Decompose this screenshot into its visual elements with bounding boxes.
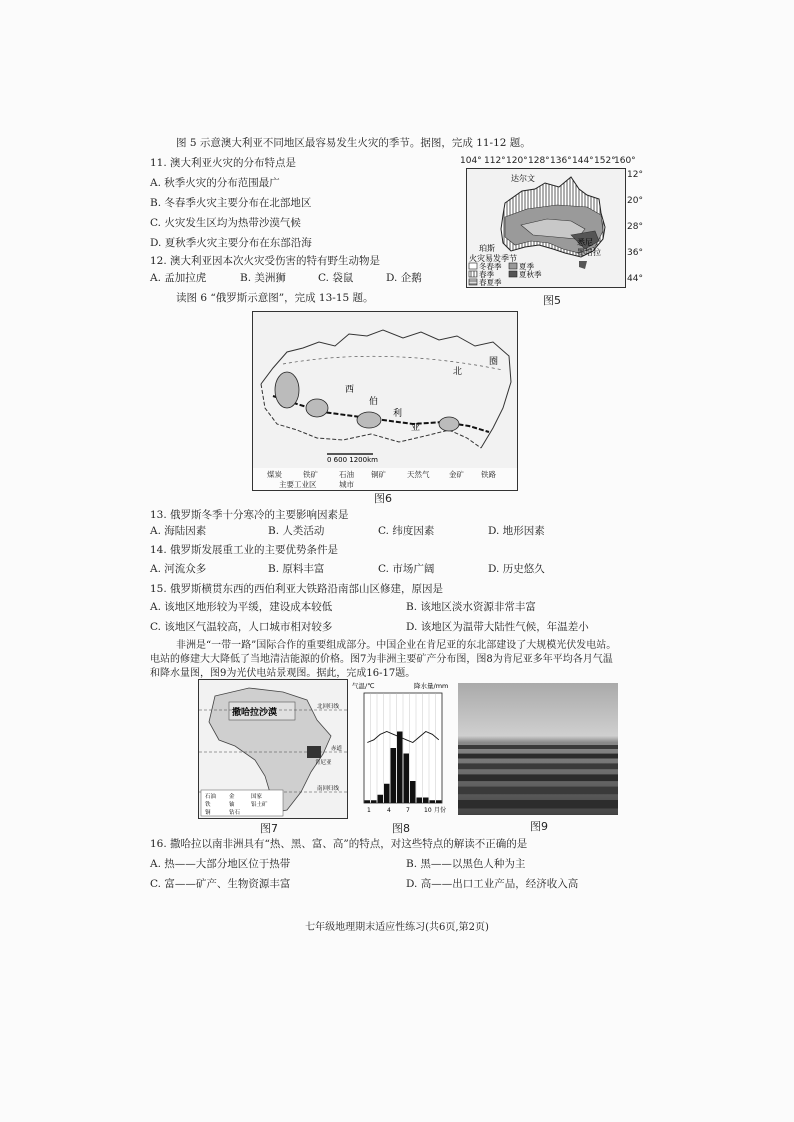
fig8-xtick-0: 1 [367, 807, 371, 814]
q12-option-c[interactable]: C. 袋鼠 [318, 272, 354, 284]
q15-option-c[interactable]: C. 该地区气温较高，人口城市相对较多 [150, 621, 333, 633]
fig7-tropic-n: 北回归线 [317, 704, 340, 710]
fig5-legend-0: 冬春季 [479, 262, 502, 271]
fig7-legend-7: 钻石 [229, 810, 241, 816]
fig5-sydney2-label: 墨培拉 [577, 248, 601, 257]
q14-stem: 14. 俄罗斯发展重工业的主要优势条件是 [150, 544, 339, 556]
fig8-xtick-2: 7 [406, 807, 410, 814]
fig6-legend-4: 天然气 [407, 470, 430, 479]
fig7-legend-4: 铀 [229, 802, 235, 808]
fig8-xtick-4: 月份 [434, 807, 447, 814]
precipitation-bar [404, 754, 410, 804]
fig7-legend-3: 铁 [205, 802, 211, 808]
q11-option-a[interactable]: A. 秋季火灾的分布范围最广 [150, 177, 280, 189]
fig5-legend-4: 春夏季 [479, 278, 502, 287]
fig5-legend-2: 春季 [479, 270, 494, 279]
australia-map [467, 169, 625, 287]
fig6-label-bo: 伯 [369, 397, 379, 407]
fig6-legend-2: 石油 [339, 470, 354, 479]
precipitation-bar [430, 800, 436, 803]
fig7-legend-6: 铜 [205, 810, 211, 816]
q16-option-d[interactable]: D. 高——出口工业产品，经济收入高 [406, 878, 579, 890]
q13-stem: 13. 俄罗斯冬季十分寒冷的主要影响因素是 [150, 509, 349, 521]
kenya-highlight [307, 746, 321, 758]
q11-option-d[interactable]: D. 夏秋季火灾主要分布在东部沿海 [150, 237, 312, 249]
fig5-lon-6: 152° [594, 156, 616, 166]
precipitation-bar [371, 800, 377, 803]
fig8-caption: 图8 [392, 822, 410, 835]
solar-panel-row [458, 800, 618, 809]
arctic-circle [283, 356, 503, 370]
intro-africa-line1: 非洲是“一带一路”国际合作的重要组成部分。中国企业在肯尼亚的东北部建设了大规模光伏发电站。 [176, 640, 617, 651]
fig5-legend-1: 夏季 [519, 262, 534, 271]
tasmania [579, 261, 587, 269]
q13-option-d[interactable]: D. 地形因素 [488, 525, 545, 537]
q15-option-a[interactable]: A. 该地区地形较为平缓，建设成本较低 [150, 601, 333, 613]
fig5-lat-1: 20° [627, 196, 643, 206]
fig8-xtick-1: 4 [387, 807, 391, 814]
precipitation-bar [417, 798, 423, 804]
industrial-zone-3 [357, 412, 381, 428]
precipitation-bar [391, 748, 397, 803]
fig6-legend [252, 468, 518, 491]
fig6-legend-3: 铜矿 [371, 470, 386, 479]
fig5-sydney-label: 悉尼 [577, 238, 593, 247]
fig8-ylabel-right: 降水量/mm [414, 682, 449, 690]
page-footer: 七年级地理期末适应性练习(共6页,第2页) [305, 922, 489, 933]
intro-africa-line2: 电站的修建大大降低了当地清洁能源的价格。图7为非洲主要矿产分布图，图8为肯尼亚多年平均各月气温 [150, 654, 613, 665]
q11-option-c[interactable]: C. 火灾发生区均为热带沙漠气候 [150, 217, 301, 229]
q15-option-b[interactable]: B. 该地区淡水资源非常丰富 [406, 601, 536, 613]
fig7-legend-2: 国家 [251, 794, 263, 800]
fig6-legend-8: 城市 [339, 480, 354, 489]
fig5-darwin-label: 达尔文 [511, 174, 535, 183]
fig7-kenya: 肯尼亚 [315, 760, 332, 766]
q12-option-a[interactable]: A. 孟加拉虎 [150, 272, 207, 284]
fig7-caption: 图7 [260, 822, 278, 835]
q16-option-a[interactable]: A. 热——大部分地区位于热带 [150, 858, 291, 870]
fig6-scale: 0 600 1200km [327, 456, 378, 464]
fig5-lon-2: 120° [506, 156, 528, 166]
q14-option-c[interactable]: C. 市场广阔 [378, 563, 435, 575]
fig5-lon-5: 144° [572, 156, 594, 166]
fig6-legend-6: 铁路 [481, 470, 496, 479]
q13-option-a[interactable]: A. 海陆因素 [150, 525, 207, 537]
fig5-lat-0: 12° [627, 170, 643, 180]
q15-option-d[interactable]: D. 该地区为温带大陆性气候，年温差小 [406, 621, 589, 633]
figure-7-map [198, 679, 348, 819]
fig5-legend-3: 夏秋季 [519, 270, 542, 279]
precipitation-bar [397, 732, 403, 804]
fig5-lat-2: 28° [627, 222, 643, 232]
fig5-lon-4: 136° [550, 156, 572, 166]
q16-option-b[interactable]: B. 黑——以黑色人种为主 [406, 858, 526, 870]
industrial-zone-2 [306, 399, 328, 417]
fig5-lon-7: 160° [614, 156, 636, 166]
q12-option-d[interactable]: D. 企鹅 [386, 272, 422, 284]
fig6-legend-0: 煤炭 [267, 470, 282, 479]
fig6-label-quan: 圈 [489, 357, 499, 367]
figure-8-chart [350, 679, 456, 817]
fig5-lon-3: 128° [528, 156, 550, 166]
q14-option-b[interactable]: B. 原料丰富 [268, 563, 325, 575]
fig6-label-ya: 亚 [411, 423, 421, 433]
intro-fig5: 图 5 示意澳大利亚不同地区最容易发生火灾的季节。据图，完成 11-12 题。 [176, 137, 531, 149]
fig7-legend-1: 金 [229, 794, 235, 800]
climate-chart [350, 679, 456, 817]
fig5-lon-1: 112° [484, 156, 506, 166]
fig5-caption: 图5 [543, 294, 561, 307]
precipitation-bar [436, 800, 442, 803]
fig5-perth-label: 珀斯 [479, 244, 495, 253]
precipitation-bar [365, 800, 371, 803]
figure-9-photo [458, 683, 618, 815]
solar-panels-photo [458, 683, 618, 815]
q16-stem: 16. 撒哈拉以南非洲具有“热、黑、富、高”的特点，对这些特点的解读不正确的是 [150, 838, 528, 850]
q15-stem: 15. 俄罗斯横贯东西的西伯利亚大铁路沿南部山区修建，原因是 [150, 583, 444, 595]
industrial-zone-1 [275, 372, 299, 408]
q12-stem: 12. 澳大利亚因本次火灾受伤害的特有野生动物是 [150, 255, 381, 267]
q13-option-b[interactable]: B. 人类活动 [268, 525, 325, 537]
fig6-legend-7: 主要工业区 [279, 480, 317, 489]
solar-panel-row [458, 763, 618, 769]
precipitation-bar [384, 784, 390, 803]
q11-option-b[interactable]: B. 冬春季火灾主要分布在北部地区 [150, 197, 312, 209]
q14-option-a[interactable]: A. 河流众多 [150, 563, 207, 575]
fig7-equator: 赤道 [331, 746, 343, 752]
fig9-caption: 图9 [530, 820, 548, 833]
precipitation-bar [378, 795, 384, 803]
fig5-legend-title: 火灾易发季节 [469, 254, 517, 263]
fig5-lon-0: 104° [460, 156, 482, 166]
precipitation-bar [410, 781, 416, 803]
fig7-sahara: 撒哈拉沙漠 [232, 708, 278, 718]
fig8-xtick-3: 10 [424, 807, 432, 814]
fig6-label-li: 利 [393, 409, 403, 419]
precipitation-bar [423, 798, 429, 804]
q16-option-c[interactable]: C. 富——矿产、生物资源丰富 [150, 878, 291, 890]
fig6-label-bei: 北 [453, 367, 463, 377]
q13-option-c[interactable]: C. 纬度因素 [378, 525, 435, 537]
fig7-tropic-s: 南回归线 [317, 786, 340, 792]
fig5-lat-4: 44° [627, 274, 643, 284]
solar-panel-row [458, 774, 618, 781]
fig6-label-xi: 西 [345, 385, 355, 395]
q11-stem: 11. 澳大利亚火灾的分布特点是 [150, 157, 297, 169]
intro-africa-line3: 和降水量图，图9为光伏电站景观图。据此，完成16-17题。 [150, 668, 416, 679]
industrial-zone-4 [439, 417, 459, 431]
fig8-ylabel-left: 气温/℃ [352, 682, 375, 690]
fig7-legend-5: 铝土矿 [251, 802, 268, 808]
fig7-legend-0: 石油 [205, 794, 217, 800]
intro-fig6: 读图 6 “俄罗斯示意图”，完成 13-15 题。 [176, 292, 374, 304]
solar-panel-row [458, 787, 618, 795]
solar-panel-row [458, 745, 618, 749]
q12-option-b[interactable]: B. 美洲狮 [240, 272, 286, 284]
solar-panel-row [458, 754, 618, 759]
fig5-lat-3: 36° [627, 248, 643, 258]
africa-map [199, 680, 347, 818]
fig6-legend-5: 金矿 [449, 470, 464, 479]
fig6-legend-1: 铁矿 [303, 470, 318, 479]
russia-map [253, 312, 517, 470]
fig6-caption: 图6 [374, 492, 392, 505]
figure-6-map [252, 311, 518, 471]
q14-option-d[interactable]: D. 历史悠久 [488, 563, 545, 575]
figure-5-map [466, 168, 626, 288]
